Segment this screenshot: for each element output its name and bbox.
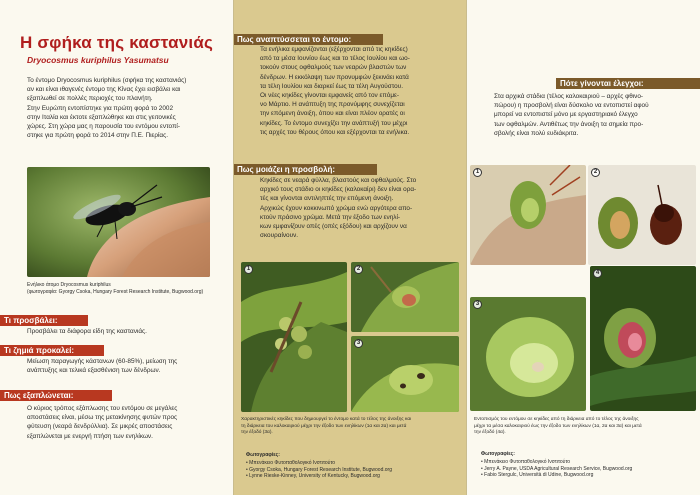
adult-photo-caption: Ενήλικο άτομο Dryocosmus kuriphilus (φωτογραφία: Gyorgy Csoka, Hungary Forest Research Institute, Bugwood.org)	[27, 282, 204, 295]
attack-section-text: Προσβάλει τα διάφορα είδη της καστανιάς.	[27, 328, 147, 335]
credits-title: Φωτογραφίες:	[246, 452, 280, 458]
control-section-text: Στα αρχικά στάδια (τέλος καλοκαιριού – αρχές φθινο- πώρου) η προσβολή είναι δύσκολο να εντοπιστεί αφού μπορεί να εντοπιστεί μόνο με εργαστηριακό έλεγχο των οφθαλμών. Αντιθέτως την άνοιξη τα σημεία προ- σβολής είναι πολύ ευδιάκριτα.	[494, 93, 649, 137]
photo-number: 3	[473, 300, 482, 309]
left-panel	[0, 0, 233, 495]
credits-title: Φωτογραφίες:	[481, 451, 515, 457]
gall-photo-1	[241, 262, 347, 412]
right-panel	[466, 0, 700, 495]
control-section-title: Πότε γίνονται έλεγχοι:	[556, 78, 700, 89]
detection-photo-1	[470, 165, 586, 265]
photo-number: 4	[593, 269, 602, 278]
photo-number: 1	[244, 265, 253, 274]
spread-section-title: Πως εξαπλώνεται:	[0, 390, 112, 401]
species-name: Dryocosmus kuriphilus Yasumatsu	[27, 55, 169, 65]
page-title: Η σφήκα της καστανιάς	[20, 33, 214, 52]
detection-photo-2	[588, 165, 696, 265]
recognize-section-title: Πως μοιάζει η προσβολή:	[233, 164, 377, 175]
damage-section-title: Τι ζημιά προκαλεί:	[0, 345, 104, 356]
spread-section-text: Ο κύριος τρόπος εξάπλωσης του εντόμου σε μεγάλες αποστάσεις είναι, μέσω της μετακίνησης φυτών προς φύτευση (νεαρά δενδρύλλια). Σε μικρές αποστάσεις εξαπλώνεται με ενεργή πτήση των ενηλίκων.	[27, 405, 178, 440]
photo-number: 2	[591, 168, 600, 177]
photo-credits: • Μπενάκειο Φυτοπαθολογικό Ινστιτούτο • Jerry A. Payne, USDA Agricultural Research Service, Bugwood.org • Fabio Stergulc, Università di Udine, Bugwood.org	[481, 459, 633, 479]
damage-section-text: Μείωση παραγωγής κάστανων (60-85%), μείωση της ανάπτυξης και τελικά εξασθένιση των δένδρων.	[27, 358, 178, 375]
develop-section-text: Τα ενήλικα εμφανίζονται (εξέρχονται από τις κηκίδες) από τα μέσα Ιουνίου έως και το τέλος Ιουλίου και ωο- τοκούν στους οφθαλμούς των νεαρών βλαστών των δένδρων. Η εκκόλαψη των προνυμφών ξεκινάει κατά τα τέλη Ιουλίου και διαρκεί έως τα τέλη Αυγούστου. Οι νέες κηκίδες γίνονται εμφανείς από τον επόμε- νο Μάρτιο. Η ανάπτυξη της προνύμφης συνεχίζεται την επόμενη άνοιξη, όπου και είναι πλέον ορατές οι κηκίδες. Το έντομο συνεχίζει την ανάπτυξή του μέχρι τις αρχές του θέρους όπου και εξέρχονται τα ενήλικα.	[260, 46, 410, 136]
gall-photo-3	[351, 336, 459, 412]
photo-number: 2	[354, 265, 363, 274]
gall-photo-2	[351, 262, 459, 332]
photo-credits: • Μπενάκειο Φυτοπαθολογικό Ινστιτούτο • Gyorgy Csoka, Hungary Forest Research Institute, Bugwood.org • Lynne Rieske-Kinney, University of Kentucky, Bugwood.org	[246, 460, 392, 480]
fold-line	[466, 0, 467, 495]
photo-number: 3	[354, 339, 363, 348]
intro-text: Το έντομο Dryocosmus kuriphilus (σφήκα της καστανιάς) αν και είναι ιθαγενές έντομο της Κίνας έχει εισβάλει και εξαπλωθεί σε πολλές περιοχές του πλανήτη. Στην Ευρώπη εντοπίστηκε για πρώτη φορά το 2002 στην Ιταλία και έκτοτε εξαπλώθηκε και στις γειτονικές χώρες. Στη χώρα μας η παρουσία του εντόμου εντοπί- στηκε για πρώτη φορά το 2014 στην Π.Ε. Πιερίας.	[27, 77, 187, 140]
attack-section-title: Τι προσβάλει:	[0, 315, 88, 326]
detection-photo-caption: Εντοπισμός του εντόμου σε κηκίδες από τη διάρκεια από το τέλος της άνοιξης μέχρι τα μέσα καλοκαιριού έως την έξοδο των ενηλίκων (1α, 2α και 3α) και μετά την έξοδό (4α).	[474, 417, 642, 436]
fold-line	[233, 0, 234, 495]
photo-number: 1	[473, 168, 482, 177]
adult-wasp-photo	[27, 167, 210, 277]
recognize-section-text: Κηκίδες σε νεαρά φύλλα, βλαστούς και οφθαλμούς. Στο αρχικό τους στάδιο οι κηκίδες (καλοκαίρι) δεν είναι ορα- τές και γίνονται αντιληπτές την επόμενη άνοιξη. Αρχικώς έχουν κοκκινωπό χρώμα ενώ αργότερα απο- κτούν πράσινο χρώμα. Μετά την έξοδο των ενηλί- κων εμφανίζουν οπές (οπές εξόδου) και αρχίζουν να σκουραίνουν.	[260, 177, 417, 240]
develop-section-title: Πως αναπτύσσεται το έντομο:	[233, 34, 383, 45]
middle-panel	[233, 0, 466, 495]
galls-photo-caption: Χαρακτηριστικές κηκίδες που δημιουργεί το έντομο κατά το τέλος της άνοιξης και τη διάρκεια του καλοκαιριού μέχρι την έξοδο των ενηλίκων (1α και 2α) και μετά την έξοδό (3α).	[241, 417, 412, 436]
detection-photo-3	[470, 297, 586, 411]
detection-photo-4	[590, 266, 696, 411]
